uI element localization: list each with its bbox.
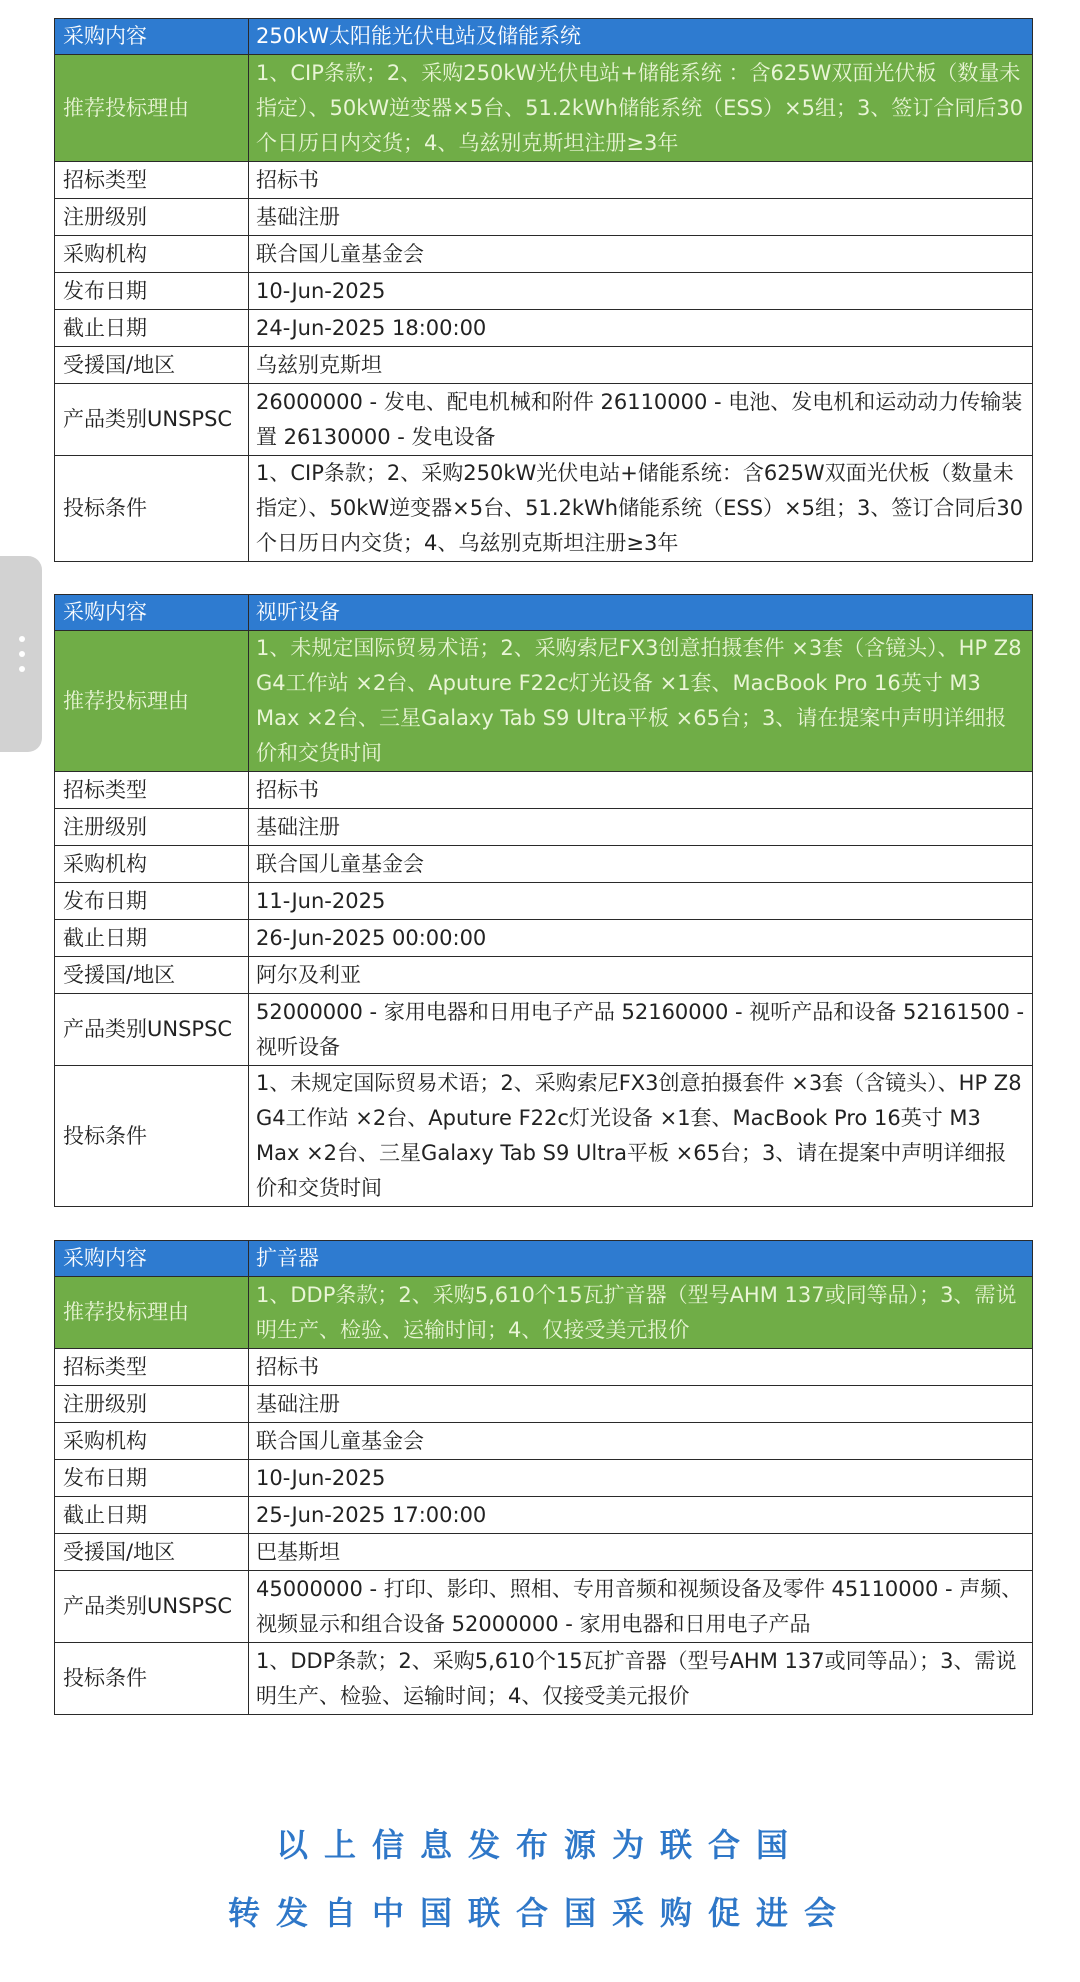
label-beneficiary-country: 受援国/地区 xyxy=(55,347,249,384)
label-registration-level: 注册级别 xyxy=(55,809,249,846)
label-deadline: 截止日期 xyxy=(55,1497,249,1534)
label-publish-date: 发布日期 xyxy=(55,273,249,310)
label-unspsc: 产品类别UNSPSC xyxy=(55,1571,249,1643)
row-recommend-reason xyxy=(55,1277,1033,1349)
row-unspsc xyxy=(55,384,1033,456)
value-deadline: 25-Jun-2025 17:00:00 xyxy=(249,1497,1033,1534)
value-registration-level: 基础注册 xyxy=(249,199,1033,236)
label-tender-type: 招标类型 xyxy=(55,1349,249,1386)
label-beneficiary-country: 受援国/地区 xyxy=(55,957,249,994)
label-bid-conditions: 投标条件 xyxy=(55,1643,249,1715)
row-beneficiary-country xyxy=(55,1534,1033,1571)
value-unspsc: 45000000 - 打印、影印、照相、专用音频和视频设备及零件 45110000 - 声频、视频显示和组合设备 52000000 - 家用电器和日用电子产品 xyxy=(249,1571,1033,1643)
label-beneficiary-country: 受援国/地区 xyxy=(55,1534,249,1571)
value-unspsc: 52000000 - 家用电器和日用电子产品 52160000 - 视听产品和设备 52161500 - 视听设备 xyxy=(249,994,1033,1066)
value-procurement-content: 扩音器 xyxy=(249,1241,1033,1277)
row-agency xyxy=(55,1423,1033,1460)
value-registration-level: 基础注册 xyxy=(249,1386,1033,1423)
row-beneficiary-country xyxy=(55,957,1033,994)
label-recommend-reason: 推荐投标理由 xyxy=(55,1277,249,1349)
label-registration-level: 注册级别 xyxy=(55,1386,249,1423)
row-procurement-content xyxy=(55,19,1033,55)
value-publish-date: 11-Jun-2025 xyxy=(249,883,1033,920)
row-deadline xyxy=(55,310,1033,347)
value-publish-date: 10-Jun-2025 xyxy=(249,273,1033,310)
tender-table-solar xyxy=(54,18,1033,562)
label-registration-level: 注册级别 xyxy=(55,199,249,236)
row-procurement-content xyxy=(55,595,1033,631)
row-agency xyxy=(55,236,1033,273)
row-tender-type xyxy=(55,162,1033,199)
row-recommend-reason xyxy=(55,55,1033,162)
handle-dot-icon xyxy=(19,636,25,642)
label-unspsc: 产品类别UNSPSC xyxy=(55,994,249,1066)
row-bid-conditions xyxy=(55,1066,1033,1207)
row-bid-conditions xyxy=(55,456,1033,562)
label-tender-type: 招标类型 xyxy=(55,162,249,199)
value-beneficiary-country: 巴基斯坦 xyxy=(249,1534,1033,1571)
row-publish-date xyxy=(55,1460,1033,1497)
value-tender-type: 招标书 xyxy=(249,162,1033,199)
label-bid-conditions: 投标条件 xyxy=(55,1066,249,1207)
value-bid-conditions: 1、DDP条款；2、采购5,610个15瓦扩音器（型号AHM 137或同等品）；3、需说明生产、检验、运输时间；4、仅接受美元报价 xyxy=(249,1643,1033,1715)
label-tender-type: 招标类型 xyxy=(55,772,249,809)
label-recommend-reason: 推荐投标理由 xyxy=(55,631,249,772)
label-procurement-content: 采购内容 xyxy=(55,595,249,631)
row-unspsc xyxy=(55,1571,1033,1643)
row-registration-level xyxy=(55,199,1033,236)
value-tender-type: 招标书 xyxy=(249,1349,1033,1386)
label-agency: 采购机构 xyxy=(55,1423,249,1460)
row-publish-date xyxy=(55,273,1033,310)
value-bid-conditions: 1、CIP条款；2、采购250kW光伏电站+储能系统：含625W双面光伏板（数量未指定）、50kW逆变器×5台、51.2kWh储能系统（ESS）×5组；3、签订合同后30个日历日内交货；4、乌兹别克斯坦注册≥3年 xyxy=(249,456,1033,562)
side-drawer-handle[interactable] xyxy=(0,556,42,752)
value-recommend-reason: 1、DDP条款；2、采购5,610个15瓦扩音器（型号AHM 137或同等品）；3、需说明生产、检验、运输时间；4、仅接受美元报价 xyxy=(249,1277,1033,1349)
row-deadline xyxy=(55,920,1033,957)
label-agency: 采购机构 xyxy=(55,236,249,273)
value-bid-conditions: 1、未规定国际贸易术语；2、采购索尼FX3创意拍摄套件 ×3套（含镜头）、HP Z8 G4工作站 ×2台、Aputure F22c灯光设备 ×1套、MacBook Pro 16英寸 M3 Max ×2台、三星Galaxy Tab S9 Ultra平板 ×65台；3、请在提案中声明详细报价和交货时间 xyxy=(249,1066,1033,1207)
row-tender-type xyxy=(55,1349,1033,1386)
value-procurement-content: 视听设备 xyxy=(249,595,1033,631)
row-recommend-reason xyxy=(55,631,1033,772)
row-agency xyxy=(55,846,1033,883)
tender-table-av-equipment xyxy=(54,594,1033,1207)
handle-dot-icon xyxy=(19,666,25,672)
value-beneficiary-country: 乌兹别克斯坦 xyxy=(249,347,1033,384)
value-deadline: 24-Jun-2025 18:00:00 xyxy=(249,310,1033,347)
label-recommend-reason: 推荐投标理由 xyxy=(55,55,249,162)
value-beneficiary-country: 阿尔及利亚 xyxy=(249,957,1033,994)
value-unspsc: 26000000 - 发电、配电机械和附件 26110000 - 电池、发电机和运动动力传输装置 26130000 - 发电设备 xyxy=(249,384,1033,456)
handle-dot-icon xyxy=(19,651,25,657)
label-procurement-content: 采购内容 xyxy=(55,19,249,55)
tender-table-megaphone xyxy=(54,1240,1033,1715)
label-unspsc: 产品类别UNSPSC xyxy=(55,384,249,456)
row-publish-date xyxy=(55,883,1033,920)
label-agency: 采购机构 xyxy=(55,846,249,883)
row-registration-level xyxy=(55,809,1033,846)
value-deadline: 26-Jun-2025 00:00:00 xyxy=(249,920,1033,957)
label-deadline: 截止日期 xyxy=(55,310,249,347)
value-agency: 联合国儿童基金会 xyxy=(249,846,1033,883)
row-tender-type xyxy=(55,772,1033,809)
value-registration-level: 基础注册 xyxy=(249,809,1033,846)
value-publish-date: 10-Jun-2025 xyxy=(249,1460,1033,1497)
row-unspsc xyxy=(55,994,1033,1066)
value-agency: 联合国儿童基金会 xyxy=(249,236,1033,273)
value-recommend-reason: 1、未规定国际贸易术语；2、采购索尼FX3创意拍摄套件 ×3套（含镜头）、HP Z8 G4工作站 ×2台、Aputure F22c灯光设备 ×1套、MacBook Pro 16英寸 M3 Max ×2台、三星Galaxy Tab S9 Ultra平板 ×65台；3、请在提案中声明详细报价和交货时间 xyxy=(249,631,1033,772)
row-bid-conditions xyxy=(55,1643,1033,1715)
row-beneficiary-country xyxy=(55,347,1033,384)
row-procurement-content xyxy=(55,1241,1033,1277)
label-deadline: 截止日期 xyxy=(55,920,249,957)
value-tender-type: 招标书 xyxy=(249,772,1033,809)
value-recommend-reason: 1、CIP条款；2、采购250kW光伏电站+储能系统 ：含625W双面光伏板（数量未指定）、50kW逆变器×5台、51.2kWh储能系统（ESS）×5组；3、签订合同后30个日历日内交货；4、乌兹别克斯坦注册≥3年 xyxy=(249,55,1033,162)
footer-source-line: 以上信息发布源为联合国 xyxy=(275,1826,804,1864)
value-procurement-content: 250kW太阳能光伏电站及储能系统 xyxy=(249,19,1033,55)
value-agency: 联合国儿童基金会 xyxy=(249,1423,1033,1460)
footer-forward-line: 转发自中国联合国采购促进会 xyxy=(227,1894,852,1932)
label-procurement-content: 采购内容 xyxy=(55,1241,249,1277)
row-deadline xyxy=(55,1497,1033,1534)
label-publish-date: 发布日期 xyxy=(55,1460,249,1497)
label-bid-conditions: 投标条件 xyxy=(55,456,249,562)
label-publish-date: 发布日期 xyxy=(55,883,249,920)
row-registration-level xyxy=(55,1386,1033,1423)
